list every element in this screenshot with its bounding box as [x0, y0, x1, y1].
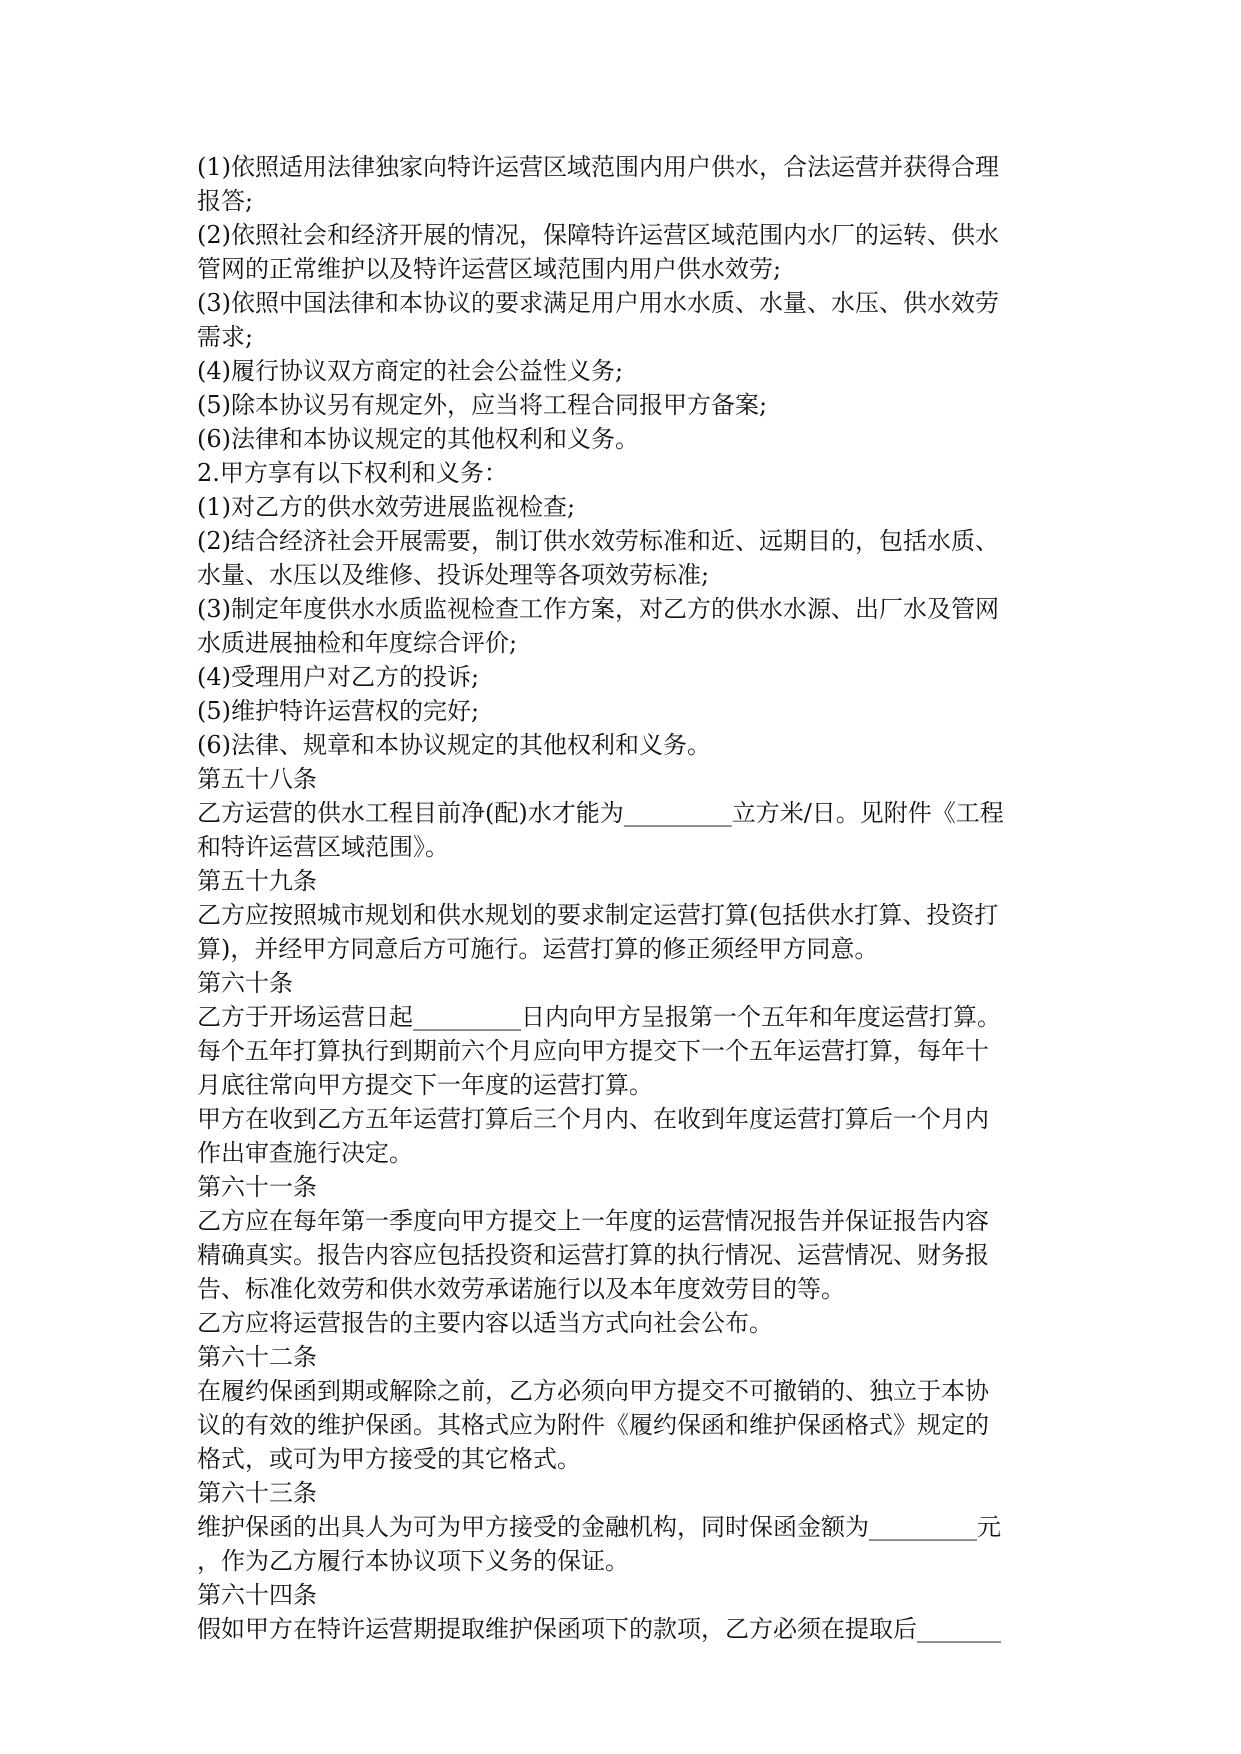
text-line: 作出审查施行决定。: [197, 1139, 413, 1167]
text-line: 水质进展抽检和年度综合评价;: [197, 629, 518, 657]
article-heading: 第五十九条: [197, 867, 317, 895]
text-line: 乙方应将运营报告的主要内容以适当方式向社会公布。: [197, 1309, 773, 1337]
text-line: ，作为乙方履行本协议项下义务的保证。: [197, 1547, 629, 1575]
document-body: [197, 150, 1047, 1646]
text-line: 每个五年打算执行到期前六个月应向甲方提交下一个五年运营打算，每年十: [197, 1037, 989, 1065]
text-line: (4)受理用户对乙方的投诉;: [197, 663, 480, 691]
article-heading: 第六十二条: [197, 1343, 317, 1371]
text-line: 议的有效的维护保函。其格式应为附件《履约保函和维护保函格式》规定的: [197, 1411, 989, 1439]
text-line: 和特许运营区域范围》。: [197, 833, 449, 861]
text-line: (3)制定年度供水水质监视检查工作方案，对乙方的供水水源、出厂水及管网: [197, 595, 999, 623]
text-line: 算)，并经甲方同意后方可施行。运营打算的修正须经甲方同意。: [197, 935, 879, 963]
article-heading: 第六十一条: [197, 1173, 317, 1201]
text-line: (4)履行协议双方商定的社会公益性义务;: [197, 357, 624, 385]
text-line: 月底往常向甲方提交下一年度的运营打算。: [197, 1071, 653, 1099]
text-line: 报答;: [197, 187, 254, 215]
text-line: 乙方应按照城市规划和供水规划的要求制定运营打算(包括供水打算、投资打: [197, 901, 999, 929]
text-line: 乙方应在每年第一季度向甲方提交上一年度的运营情况报告并保证报告内容: [197, 1207, 989, 1235]
text-line: (3)依照中国法律和本协议的要求满足用户用水水质、水量、水压、供水效劳: [197, 289, 999, 317]
text-line: 乙方运营的供水工程目前净(配)水才能为_________立方米/日。见附件《工程: [197, 799, 1004, 827]
text-line: (2)依照社会和经济开展的情况，保障特许运营区域范围内水厂的运转、供水: [197, 221, 999, 249]
text-line: 精确真实。报告内容应包括投资和运营打算的执行情况、运营情况、财务报: [197, 1241, 989, 1269]
text-line: 假如甲方在特许运营期提取维护保函项下的款项，乙方必须在提取后_______: [197, 1615, 1001, 1643]
section-heading: 2.甲方享有以下权利和义务：: [197, 459, 508, 487]
text-line: (5)维护特许运营权的完好;: [197, 697, 480, 725]
text-line: 甲方在收到乙方五年运营打算后三个月内、在收到年度运营打算后一个月内: [197, 1105, 989, 1133]
text-line: 格式，或可为甲方接受的其它格式。: [197, 1445, 581, 1473]
text-line: 在履约保函到期或解除之前，乙方必须向甲方提交不可撤销的、独立于本协: [197, 1377, 989, 1405]
text-line: 需求;: [197, 323, 254, 351]
text-line: 乙方于开场运营日起_________日内向甲方呈报第一个五年和年度运营打算。: [197, 1003, 1001, 1031]
text-line: (6)法律、规章和本协议规定的其他权利和义务。: [197, 731, 711, 759]
text-line: 维护保函的出具人为可为甲方接受的金融机构，同时保函金额为_________元: [197, 1513, 1001, 1541]
text-line: 管网的正常维护以及特许运营区域范围内用户供水效劳;: [197, 255, 782, 283]
text-line: 水量、水压以及维修、投诉处理等各项效劳标准;: [197, 561, 710, 589]
text-line: (1)依照适用法律独家向特许运营区域范围内用户供水，合法运营并获得合理: [197, 153, 999, 181]
article-heading: 第六十四条: [197, 1581, 317, 1609]
text-line: 告、标准化效劳和供水效劳承诺施行以及本年度效劳目的等。: [197, 1275, 845, 1303]
text-line: (5)除本协议另有规定外，应当将工程合同报甲方备案;: [197, 391, 768, 419]
text-line: (2)结合经济社会开展需要，制订供水效劳标准和近、远期目的，包括水质、: [197, 527, 999, 555]
article-heading: 第五十八条: [197, 765, 317, 793]
article-heading: 第六十三条: [197, 1479, 317, 1507]
article-heading: 第六十条: [197, 969, 293, 997]
text-line: (6)法律和本协议规定的其他权利和义务。: [197, 425, 639, 453]
text-line: (1)对乙方的供水效劳进展监视检查;: [197, 493, 576, 521]
